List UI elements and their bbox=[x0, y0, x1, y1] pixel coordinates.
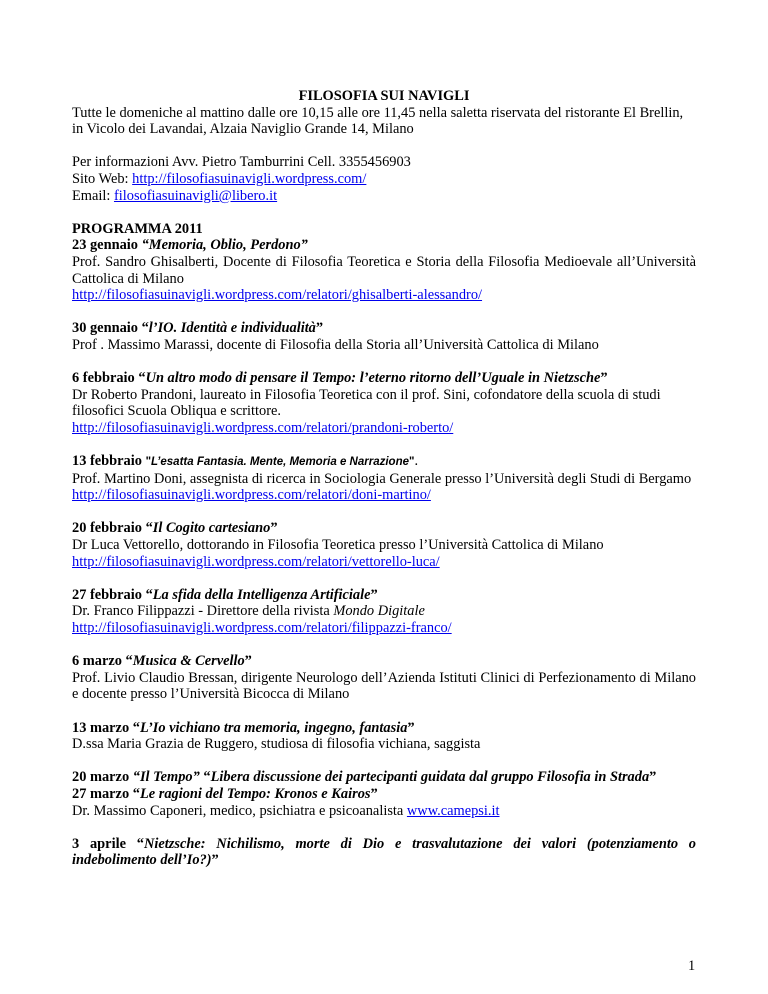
event-20-27-marzo bbox=[72, 769, 696, 819]
document-title: FILOSOFIA SUI NAVIGLI bbox=[298, 88, 470, 104]
event-heading: 13 febbraio "L’esatta Fantasia. Mente, Memoria e Narrazione". bbox=[72, 453, 419, 470]
event-30-gennaio bbox=[72, 320, 696, 353]
event-23-gennaio bbox=[72, 237, 696, 303]
email-link[interactable]: filosofiasuinavigli@libero.it bbox=[113, 187, 278, 204]
event-speaker: Dr Luca Vettorello, dottorando in Filosofia Teoretica presso l’Università Cattolica di Milano bbox=[72, 537, 604, 554]
event-link[interactable]: http://filosofiasuinavigli.wordpress.com/relatori/prandoni-roberto/ bbox=[72, 419, 454, 436]
event-27-febbraio bbox=[72, 587, 696, 637]
event-heading: 6 marzo “Musica & Cervello” bbox=[72, 653, 252, 670]
event-heading: 13 marzo “L’Io vichiano tra memoria, ingegno, fantasia” bbox=[72, 719, 415, 736]
event-heading: 3 aprile “Nietzsche: Nichilismo, morte di Dio e trasvalutazione dei valori (potenziamento o indebolimento dell’Io?)” bbox=[72, 835, 696, 869]
event-13-marzo bbox=[72, 720, 696, 753]
program-heading: PROGRAMMA 2011 bbox=[72, 220, 203, 237]
event-speaker: Dr. Massimo Caponeri, medico, psichiatra e psicoanalista www.camepsi.it bbox=[72, 802, 500, 819]
event-heading: 30 gennaio “l’IO. Identità e individualità” bbox=[72, 320, 324, 337]
email-label: Email: bbox=[72, 187, 114, 204]
event-speaker: Prof . Massimo Marassi, docente di Filosofia della Storia all’Università Cattolica di Milano bbox=[72, 336, 599, 353]
site-label: Sito Web: bbox=[72, 170, 133, 187]
event-speaker: Prof. Martino Doni, assegnista di ricerca in Sociologia Generale presso l’Università degli Studi di Bergamo bbox=[72, 470, 692, 487]
info-line: Per informazioni Avv. Pietro Tamburrini Cell. 3355456903 bbox=[72, 154, 411, 171]
event-6-marzo bbox=[72, 653, 696, 703]
contacts bbox=[72, 154, 696, 204]
intro-text: Tutte le domeniche al mattino dalle ore 10,15 alle ore 11,45 nella saletta riservata del ristorante El Brellin, in Vicolo dei Lavandai, Alzaia Naviglio Grande 14, Milano bbox=[72, 104, 684, 138]
event-heading-2: 27 marzo “Le ragioni del Tempo: Kronos e Kairos” bbox=[72, 785, 378, 802]
email-line bbox=[72, 188, 696, 205]
document-page bbox=[72, 88, 696, 869]
event-13-febbraio bbox=[72, 453, 696, 504]
event-heading: 6 febbraio “Un altro modo di pensare il Tempo: l’eterno ritorno dell’Uguale in Nietzsche” bbox=[72, 370, 608, 387]
event-link[interactable]: www.camepsi.it bbox=[406, 802, 500, 819]
event-speaker: D.ssa Maria Grazia de Ruggero, studiosa di filosofia vichiana, saggista bbox=[72, 736, 481, 753]
event-speaker: Dr. Franco Filippazzi - Direttore della rivista Mondo Digitale bbox=[72, 603, 425, 620]
event-speaker: Dr Roberto Prandoni, laureato in Filosofia Teoretica con il prof. Sini, cofondatore della scuola di studi filosofici Scuola Obliqua e scrittore. bbox=[72, 386, 661, 420]
event-3-aprile bbox=[72, 836, 696, 869]
site-line bbox=[72, 171, 696, 188]
event-link[interactable]: http://filosofiasuinavigli.wordpress.com/relatori/filippazzi-franco/ bbox=[72, 620, 452, 636]
event-speaker: Prof. Sandro Ghisalberti, Docente di Filosofia Teoretica e Storia della Filosofia Medioevale all’Università Cattolica di Milano bbox=[72, 253, 696, 287]
site-link[interactable]: http://filosofiasuinavigli.wordpress.com/ bbox=[132, 170, 367, 187]
event-heading: 27 febbraio “La sfida della Intelligenza Artificiale” bbox=[72, 586, 378, 603]
event-link[interactable]: http://filosofiasuinavigli.wordpress.com/relatori/doni-martino/ bbox=[72, 487, 431, 504]
event-heading: 20 febbraio “Il Cogito cartesiano” bbox=[72, 520, 278, 537]
event-20-febbraio bbox=[72, 520, 696, 570]
event-6-febbraio bbox=[72, 370, 696, 436]
event-link[interactable]: http://filosofiasuinavigli.wordpress.com/relatori/vettorello-luca/ bbox=[72, 553, 440, 570]
event-heading: 20 marzo “Il Tempo” “Libera discussione dei partecipanti guidata dal gruppo Filosofia in Strada” bbox=[72, 769, 657, 786]
event-speaker: Prof. Livio Claudio Bressan, dirigente Neurologo dell’Azienda Istituti Clinici di Perfezionamento di Milano e docente presso l’Università Bicocca di Milano bbox=[72, 669, 696, 703]
event-link[interactable]: http://filosofiasuinavigli.wordpress.com/relatori/ghisalberti-alessandro/ bbox=[72, 287, 483, 304]
page-number: 1 bbox=[688, 958, 696, 974]
event-heading: 23 gennaio “Memoria, Oblio, Perdono” bbox=[72, 237, 308, 254]
